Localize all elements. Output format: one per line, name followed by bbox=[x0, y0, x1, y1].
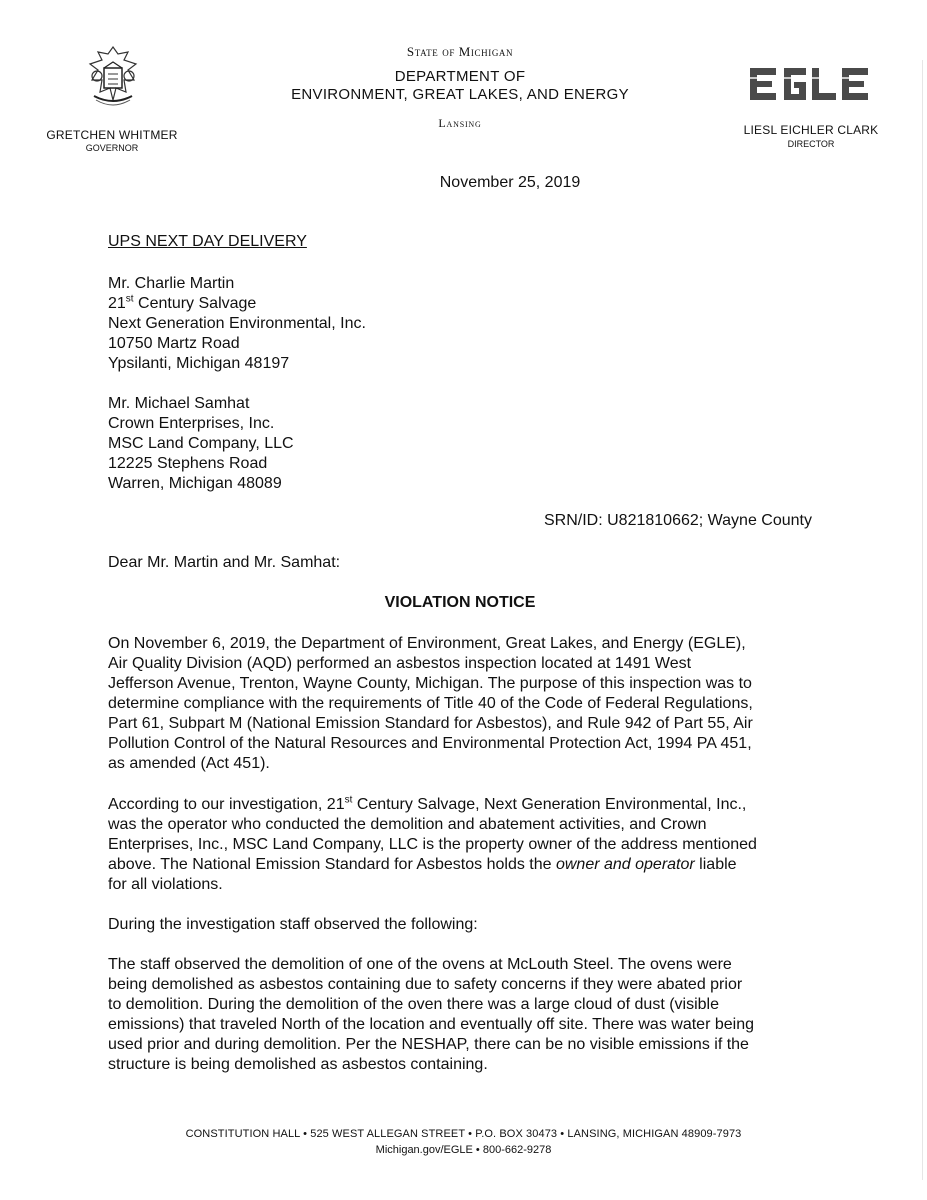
paragraph-2-line: Enterprises, Inc., MSC Land Company, LLC is the property owner of the address mentioned bbox=[108, 836, 757, 853]
michigan-state-seal-icon bbox=[84, 44, 142, 112]
paragraph-2-ordinal: st bbox=[344, 794, 353, 806]
paragraph-3: During the investigation staff observed the following: bbox=[108, 916, 478, 933]
paragraph-4-line: to demolition. During the demolition of the oven there was a large cloud of dust (visible bbox=[108, 996, 720, 1013]
state-name: State of Michigan bbox=[406, 44, 514, 59]
recipient-1-company-2: Next Generation Environmental, Inc. bbox=[108, 315, 366, 332]
paragraph-4-line: used prior and during demolition. Per the NESHAP, there can be no visible emissions if the bbox=[108, 1036, 749, 1053]
recipient-2-company-1: Crown Enterprises, Inc. bbox=[108, 415, 275, 432]
recipient-1-name: Mr. Charlie Martin bbox=[108, 275, 235, 292]
recipient-2-address bbox=[108, 394, 294, 494]
paragraph-4 bbox=[108, 955, 820, 1075]
paragraph-2-line-1-end: Century Salvage, Next Generation Environmental, Inc., bbox=[352, 796, 747, 813]
recipient-2-company-2: MSC Land Company, LLC bbox=[108, 435, 294, 452]
paragraph-1-line: Jefferson Avenue, Trenton, Wayne County, Michigan. The purpose of this inspection was to bbox=[108, 675, 752, 692]
paragraph-2-line bbox=[108, 795, 820, 815]
letter-date: November 25, 2019 bbox=[439, 174, 581, 191]
recipient-1-company-1-ordinal: st bbox=[125, 293, 134, 305]
footer-address: CONSTITUTION HALL • 525 WEST ALLEGAN STREET • P.O. BOX 30473 • LANSING, MICHIGAN 48909-7973 bbox=[185, 1128, 742, 1140]
page-edge-divider bbox=[922, 60, 923, 1180]
paragraph-1-line: Part 61, Subpart M (National Emission Standard for Asbestos), and Rule 942 of Part 55, Air bbox=[108, 715, 753, 732]
recipient-1-city: Ypsilanti, Michigan 48197 bbox=[108, 355, 290, 372]
recipient-1-company-1 bbox=[108, 294, 366, 314]
paragraph-1-line: determine compliance with the requirements of Title 40 of the Code of Federal Regulations, bbox=[108, 695, 753, 712]
director-title: DIRECTOR bbox=[787, 139, 835, 149]
egle-logo bbox=[748, 66, 872, 102]
paragraph-4-line: being demolished as asbestos containing due to safety concerns if they were abated prior bbox=[108, 976, 743, 993]
notice-title: VIOLATION NOTICE bbox=[384, 594, 536, 611]
paragraph-4-line: emissions) that traveled North of the location and eventually off site. There was water being bbox=[108, 1016, 754, 1033]
recipient-1-company-1-rest: Century Salvage bbox=[133, 295, 257, 312]
paragraph-2-line-1-start: According to our investigation, 21 bbox=[108, 796, 345, 813]
paragraph-1-line: On November 6, 2019, the Department of Environment, Great Lakes, and Energy (EGLE), bbox=[108, 635, 746, 652]
department-line-2: ENVIRONMENT, GREAT LAKES, AND ENERGY bbox=[291, 86, 629, 103]
paragraph-2-line: was the operator who conducted the demolition and abatement activities, and Crown bbox=[108, 816, 707, 833]
recipient-1-address bbox=[108, 274, 366, 374]
paragraph-1-line: Pollution Control of the Natural Resources and Environmental Protection Act, 1994 PA 451, bbox=[108, 735, 752, 752]
recipient-1-company-1-number: 21 bbox=[108, 295, 126, 312]
paragraph-2-line: for all violations. bbox=[108, 876, 223, 893]
header-city: Lansing bbox=[438, 116, 482, 130]
recipient-2-street: 12225 Stephens Road bbox=[108, 455, 268, 472]
paragraph-2 bbox=[108, 795, 820, 895]
delivery-method: UPS NEXT DAY DELIVERY bbox=[108, 233, 307, 250]
paragraph-4-line: structure is being demolished as asbestos containing. bbox=[108, 1056, 488, 1073]
recipient-1-street: 10750 Martz Road bbox=[108, 335, 240, 352]
owner-operator-emphasis: owner and operator bbox=[555, 856, 695, 873]
department-line-1: DEPARTMENT OF bbox=[394, 68, 526, 85]
governor-title: GOVERNOR bbox=[85, 143, 139, 153]
paragraph-4-line: The staff observed the demolition of one of the ovens at McLouth Steel. The ovens were bbox=[108, 956, 732, 973]
paragraph-1 bbox=[108, 634, 820, 774]
salutation: Dear Mr. Martin and Mr. Samhat: bbox=[108, 554, 341, 571]
paragraph-2-line-4-start: above. The National Emission Standard for Asbestos holds the bbox=[108, 856, 556, 873]
director-name: LIESL EICHLER CLARK bbox=[743, 123, 879, 137]
paragraph-1-line: as amended (Act 451). bbox=[108, 755, 270, 772]
paragraph-2-line bbox=[108, 855, 820, 875]
footer-contact: Michigan.gov/EGLE • 800-662-9278 bbox=[375, 1144, 552, 1156]
recipient-2-city: Warren, Michigan 48089 bbox=[108, 475, 282, 492]
governor-name: GRETCHEN WHITMER bbox=[46, 128, 178, 142]
paragraph-1-line: Air Quality Division (AQD) performed an asbestos inspection located at 1491 West bbox=[108, 655, 692, 672]
srn-id: SRN/ID: U821810662; Wayne County bbox=[544, 512, 812, 529]
paragraph-2-line-4-end: liable bbox=[694, 856, 737, 873]
recipient-2-name: Mr. Michael Samhat bbox=[108, 395, 250, 412]
